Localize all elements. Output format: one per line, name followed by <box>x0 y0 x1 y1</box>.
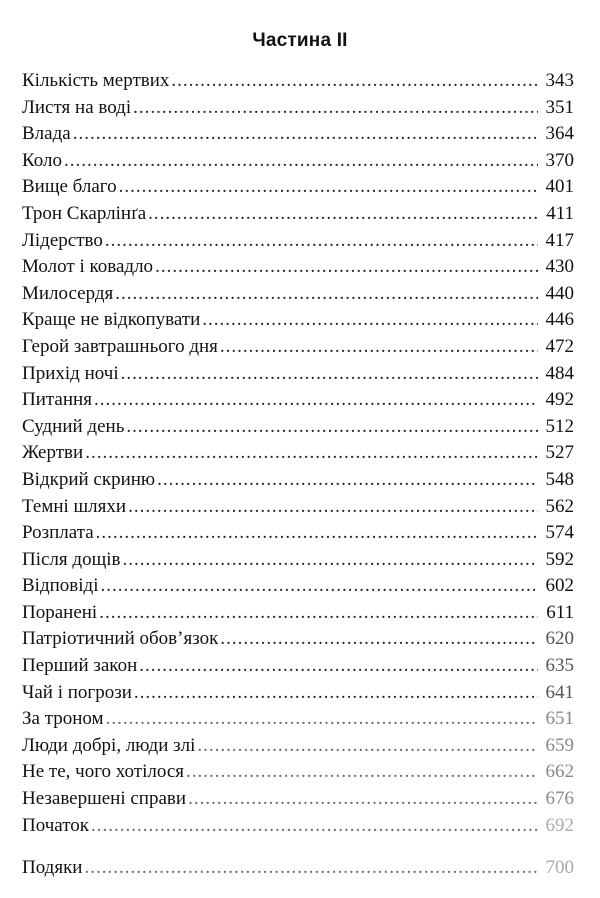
toc-entry-page: 492 <box>545 389 574 411</box>
toc-entry-title: Трон Скарлінґа <box>22 202 147 224</box>
toc-entry <box>22 201 574 228</box>
dot-leader <box>94 387 538 414</box>
toc-entry-page: 351 <box>545 96 574 118</box>
toc-entry <box>22 361 574 388</box>
toc-entry <box>22 786 574 813</box>
toc-entry-title: Вище благо <box>22 176 117 198</box>
toc-entry-title: Подяки <box>22 857 83 879</box>
toc-entry-title: Відкрий скриню <box>22 468 156 490</box>
toc-entry-title: Патріотичний обов’язок <box>22 628 219 650</box>
dot-leader <box>220 626 538 653</box>
dot-leader <box>133 95 538 122</box>
toc-entry-page: 484 <box>545 362 574 384</box>
toc-entry-title: Перший закон <box>22 655 138 677</box>
dot-leader <box>186 759 538 786</box>
dot-leader <box>84 855 538 882</box>
toc-entry <box>22 387 574 414</box>
toc-entry-page: 635 <box>545 655 574 677</box>
toc-entry-page: 440 <box>545 282 574 304</box>
toc-entry-title: Жертви <box>22 442 84 464</box>
toc-entry-page: 512 <box>545 415 574 437</box>
dot-leader <box>106 706 538 733</box>
toc-entry-page: 611 <box>546 601 574 623</box>
toc-entry <box>22 626 574 653</box>
toc-entry-page: 417 <box>545 229 574 251</box>
toc-entry-title: Поранені <box>22 601 98 623</box>
toc-entry <box>22 600 574 627</box>
toc-entry <box>22 706 574 733</box>
toc-entry <box>22 95 574 122</box>
toc-entry-title: Незавершені справи <box>22 788 187 810</box>
toc-entry-title: Кількість мертвих <box>22 70 170 91</box>
toc-entry <box>22 334 574 361</box>
toc-entry <box>22 680 574 707</box>
toc-entry <box>22 254 574 281</box>
toc-entry-page: 592 <box>545 548 574 570</box>
toc-entry-page: 602 <box>545 575 574 597</box>
toc-entry-title: Милосердя <box>22 282 114 304</box>
dot-leader <box>139 653 538 680</box>
toc-entry-page: 370 <box>545 149 574 171</box>
dot-leader <box>96 520 538 547</box>
toc-entry <box>22 228 574 255</box>
toc-entry-page: 651 <box>545 708 574 730</box>
toc-entry-title: Відповіді <box>22 575 99 597</box>
dot-leader <box>155 254 538 281</box>
toc-entry <box>22 759 574 786</box>
toc-entry-page: 446 <box>545 309 574 331</box>
dot-leader <box>99 600 538 627</box>
dot-leader <box>171 68 538 95</box>
toc-entry-page: 620 <box>545 628 574 650</box>
dot-leader <box>64 148 538 175</box>
dot-leader <box>100 573 538 600</box>
dot-leader <box>148 201 538 228</box>
dot-leader <box>85 440 538 467</box>
toc-entry-page: 641 <box>545 681 574 703</box>
toc-entry <box>22 148 574 175</box>
toc-entry <box>22 307 574 334</box>
toc-entry-title: За троном <box>22 708 104 730</box>
toc-entry-title: Чай і погрози <box>22 681 132 703</box>
dot-leader <box>157 467 538 494</box>
toc-entry-title: Після дощів <box>22 548 121 570</box>
dot-leader <box>220 334 538 361</box>
toc-entry-page: 401 <box>545 176 574 198</box>
toc-entry <box>22 467 574 494</box>
toc-entry-title: Розплата <box>22 522 94 544</box>
toc-entry-page: 343 <box>545 70 574 91</box>
dot-leader <box>119 174 538 201</box>
toc-entry-page: 676 <box>545 788 574 810</box>
toc-entry-page: 472 <box>545 335 574 357</box>
toc-entry-page: 548 <box>545 468 574 490</box>
dot-leader <box>122 547 538 574</box>
toc-entry <box>22 68 574 95</box>
dot-leader <box>197 733 538 760</box>
dot-leader <box>115 281 538 308</box>
toc-entry-page: 562 <box>545 495 574 517</box>
toc-entry <box>22 520 574 547</box>
toc-entry-title: Влада <box>22 123 71 145</box>
toc-entry-title: Прихід ночі <box>22 362 119 384</box>
toc-entry-title: Герой завтрашнього дня <box>22 335 218 357</box>
toc-entry <box>22 573 574 600</box>
toc-entry-acknowledgements <box>22 855 574 882</box>
toc-entry-title: Темні шляхи <box>22 495 127 517</box>
toc-entry-page: 662 <box>545 761 574 783</box>
toc-entry <box>22 733 574 760</box>
toc-entry-title: Питання <box>22 389 92 411</box>
toc-entry-page: 527 <box>545 442 574 464</box>
toc-entry <box>22 174 574 201</box>
toc-entry-page: 574 <box>545 522 574 544</box>
dot-leader <box>105 228 538 255</box>
dot-leader <box>188 786 538 813</box>
toc-entry-title: Початок <box>22 814 90 836</box>
toc-entry-title: Листя на воді <box>22 96 132 118</box>
dot-leader <box>73 121 538 148</box>
dot-leader <box>128 494 538 521</box>
toc-entry <box>22 813 574 840</box>
part-title: Частина II <box>252 30 348 51</box>
toc-entry-title: Лідерство <box>22 229 103 251</box>
toc-entry <box>22 653 574 680</box>
toc-entry-page: 430 <box>545 256 574 278</box>
dot-leader <box>91 813 538 840</box>
toc-entry-page: 364 <box>545 123 574 145</box>
dot-leader <box>134 680 538 707</box>
toc-entry-page: 411 <box>546 202 574 224</box>
dot-leader <box>126 414 538 441</box>
table-of-contents <box>22 68 574 882</box>
toc-entry <box>22 121 574 148</box>
toc-entry-page: 700 <box>545 857 574 879</box>
dot-leader <box>121 361 538 388</box>
toc-entry <box>22 281 574 308</box>
toc-entry-page: 692 <box>545 814 574 836</box>
toc-entry-title: Люди добрі, люди злі <box>22 734 196 756</box>
dot-leader <box>202 307 538 334</box>
toc-entry <box>22 494 574 521</box>
toc-entry-title: Молот і ковадло <box>22 256 154 278</box>
toc-entry-title: Краще не відкопувати <box>22 309 201 331</box>
toc-entry <box>22 414 574 441</box>
toc-entry-title: Судний день <box>22 415 125 437</box>
toc-entry-page: 659 <box>545 734 574 756</box>
toc-entry-title: Коло <box>22 149 62 171</box>
toc-entry <box>22 547 574 574</box>
toc-entry <box>22 440 574 467</box>
toc-entry-title: Не те, чого хотілося <box>22 761 185 783</box>
